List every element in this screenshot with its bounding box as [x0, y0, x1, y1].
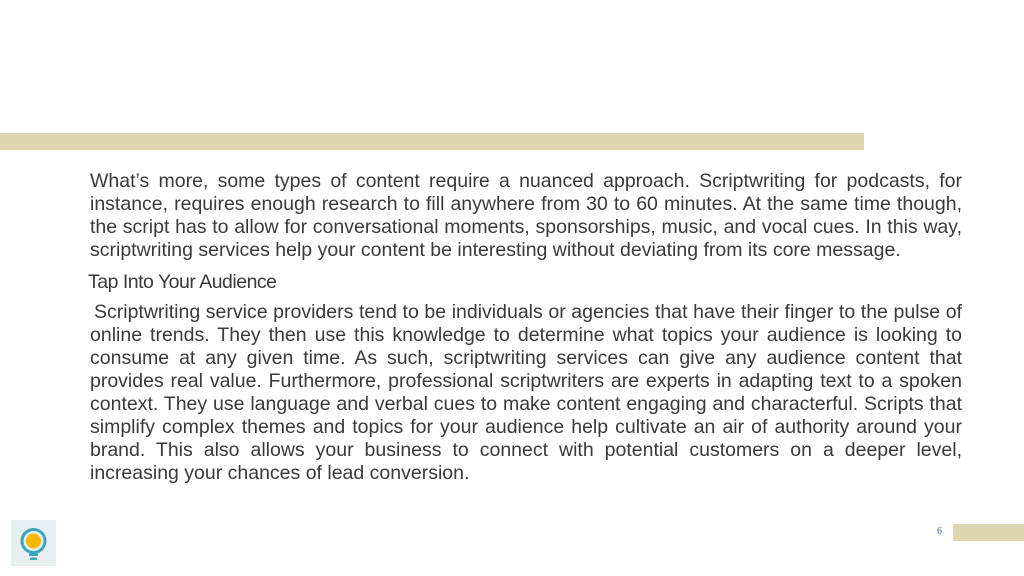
paragraph-body: Scriptwriting service providers tend to be individuals or agencies that have their finger to the pulse of online trends. They then use this knowledge to determine what topics your audience is looking to consume at any given time. As such, scriptwriting services can give any audience content that provides real value. Furthermore, professional scriptwriters are experts in adapting text to a spoken context. They use language and verbal cues to make content engaging and characterful. Scripts that simplify complex themes and topics for your audience help cultivate an air of authority around your brand. This also allows your business to connect with potential customers on a deeper level, increasing your chances of lead conversion.: [90, 301, 962, 484]
slide-content: [90, 170, 962, 485]
section-heading: Tap Into Your Audience: [88, 271, 277, 293]
logo: [11, 520, 56, 566]
page-number: 6: [937, 526, 942, 537]
paragraph-intro: What’s more, some types of content require a nuanced approach. Scriptwriting for podcasts, for instance, requires enough research to fill anywhere from 30 to 60 minutes. At the same time though, the script has to allow for conversational moments, sponsorships, music, and vocal cues. In this way, scriptwriting services help your content be interesting without deviating from its core message.: [90, 170, 962, 261]
lightbulb-icon: [11, 520, 56, 566]
top-accent-bar: [0, 133, 864, 150]
bottom-accent-bar: [953, 524, 1024, 541]
